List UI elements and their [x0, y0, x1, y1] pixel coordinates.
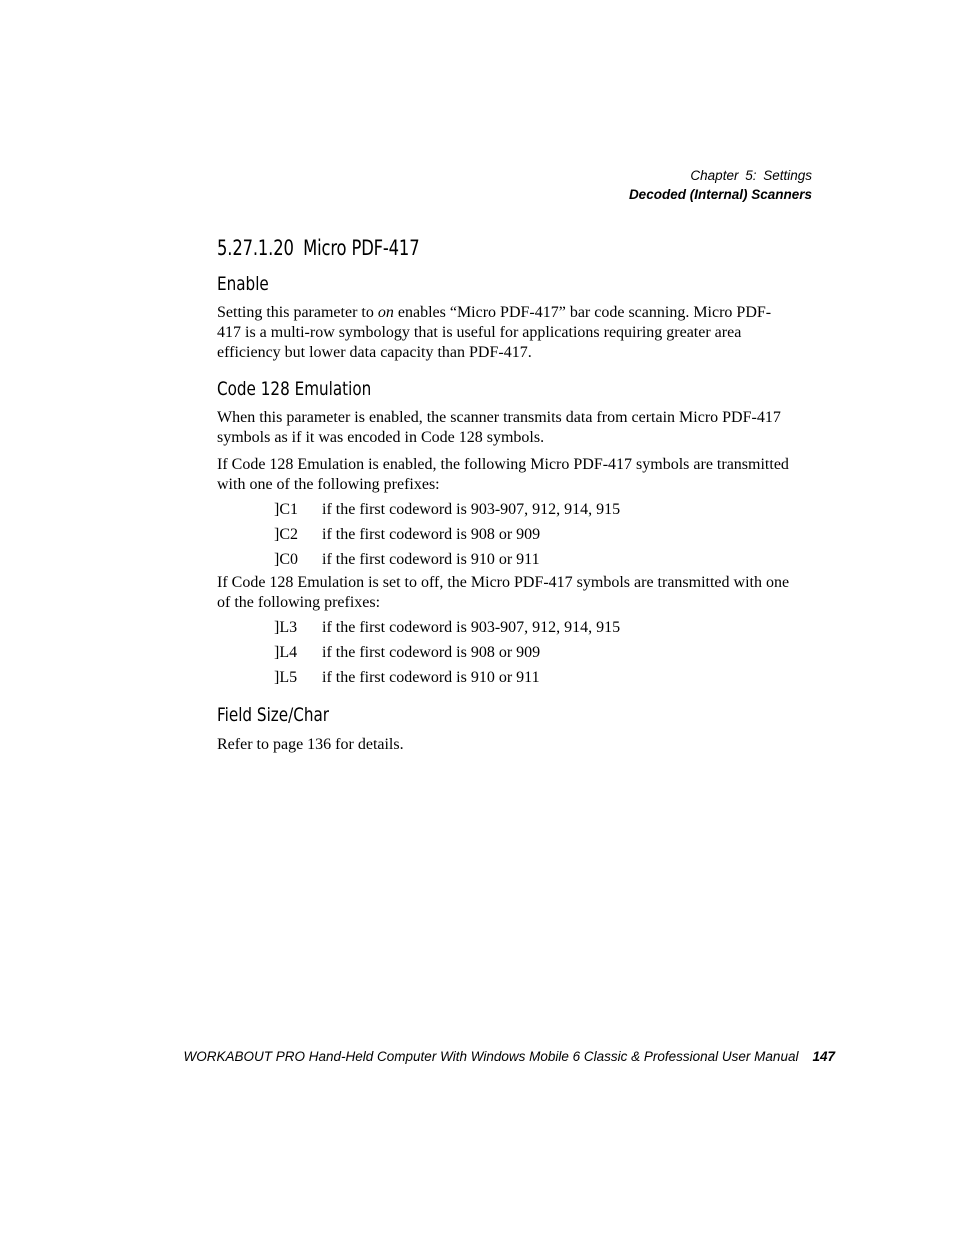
- main-content: [217, 232, 792, 755]
- list-item: [217, 615, 792, 640]
- list-item: [217, 522, 792, 547]
- prefix-description: if the first codeword is 903-907, 912, 914, 915: [322, 501, 621, 518]
- prefix-description: if the first codeword is 908 or 909: [322, 526, 541, 543]
- code128-paragraph-3: If Code 128 Emulation is set to off, the Micro PDF-417 symbols are transmitted with one of the following prefixes:: [217, 574, 790, 611]
- code128-paragraph-2: If Code 128 Emulation is enabled, the following Micro PDF-417 symbols are transmitted with one of the following prefixes:: [217, 456, 789, 493]
- running-header: [629, 166, 812, 204]
- enable-paragraph: [217, 303, 792, 363]
- off-prefix-list: [217, 615, 792, 690]
- prefix-description: if the first codeword is 910 or 911: [322, 669, 540, 686]
- chapter-label: Chapter 5: Settings: [690, 168, 812, 183]
- list-item: [217, 640, 792, 665]
- prefix-code: ]C1: [274, 501, 298, 518]
- enabled-prefix-list: [217, 497, 792, 572]
- page-number: 147: [812, 1049, 835, 1064]
- prefix-code: ]C2: [274, 526, 298, 543]
- list-item: [217, 547, 792, 572]
- code128-heading: Code 128 Emulation: [217, 378, 372, 400]
- section-heading: [217, 232, 666, 264]
- prefix-description: if the first codeword is 910 or 911: [322, 551, 540, 568]
- code128-paragraph-1: When this parameter is enabled, the scanner transmits data from certain Micro PDF-417 symbols as if it was encoded in Code 128 symbols.: [217, 409, 781, 446]
- section-title: Micro PDF-417: [303, 236, 420, 260]
- section-number: 5.27.1.20: [217, 236, 294, 260]
- field-size-heading: Field Size/Char: [217, 704, 330, 726]
- enable-heading: Enable: [217, 273, 269, 295]
- enable-text-after: enables “Micro PDF-417” bar code scanning. Micro PDF-417 is a multi-row symbology that is useful for applications requiring greater area efficiency but lower data capacity than PDF-417.: [217, 304, 772, 361]
- prefix-code: ]C0: [274, 551, 298, 568]
- manual-title: WORKABOUT PRO Hand-Held Computer With Windows Mobile 6 Classic & Professional User Manual: [183, 1049, 799, 1064]
- enable-emphasis: on: [377, 304, 394, 321]
- enable-text-before: Setting this parameter to: [217, 304, 378, 321]
- field-size-paragraph: Refer to page 136 for details.: [217, 736, 404, 753]
- prefix-description: if the first codeword is 903-907, 912, 914, 915: [322, 619, 621, 636]
- page-footer: [0, 1047, 835, 1067]
- prefix-description: if the first codeword is 908 or 909: [322, 644, 541, 661]
- prefix-code: ]L3: [274, 619, 298, 636]
- section-label: Decoded (Internal) Scanners: [628, 187, 812, 202]
- prefix-code: ]L4: [274, 644, 298, 661]
- list-item: [217, 497, 792, 522]
- list-item: [217, 665, 792, 690]
- prefix-code: ]L5: [274, 669, 298, 686]
